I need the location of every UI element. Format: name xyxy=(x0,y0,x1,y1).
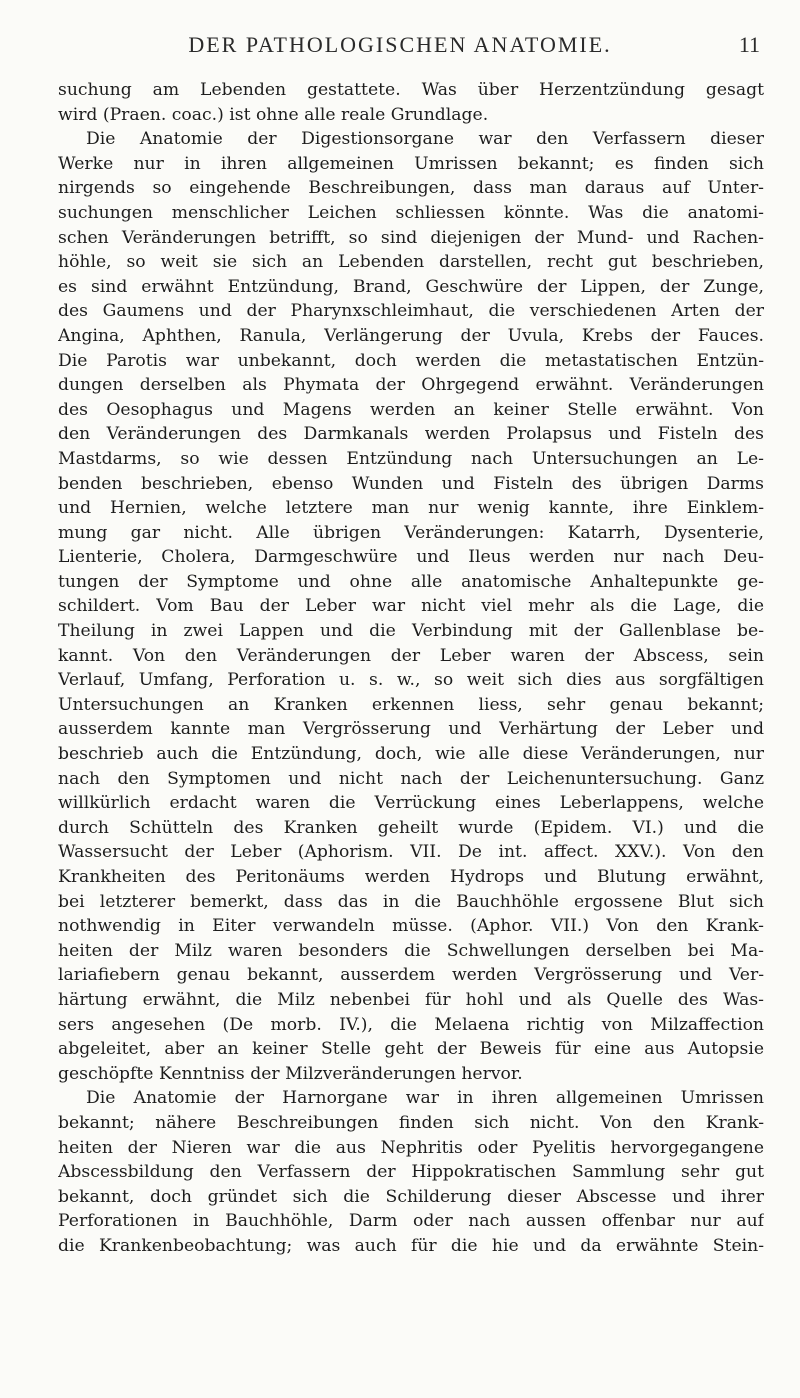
text-line: Perforationen in Bauchhöhle, Darm oder nach aussen offenbar nur auf xyxy=(58,1211,764,1232)
text-line: lariafiebern genau bekannt, ausserdem werden Vergrösserung und Ver- xyxy=(58,965,764,986)
text-line: Untersuchungen an Kranken erkennen liess, sehr genau bekannt; xyxy=(58,694,764,715)
text-line: Angina, Aphthen, Ranula, Verlängerung der Uvula, Krebs der Fauces. xyxy=(58,325,764,346)
text-line: beschrieb auch die Entzündung, doch, wie alle diese Veränderungen, nur xyxy=(58,744,764,765)
text-line: Lienterie, Cholera, Darmgeschwüre und Ileus werden nur nach Deu- xyxy=(58,547,764,568)
text-line: bekannt, doch gründet sich die Schilderung dieser Abscesse und ihrer xyxy=(58,1186,764,1207)
text-line: Abscessbildung den Verfassern der Hippokratischen Sammlung sehr gut xyxy=(58,1162,764,1183)
text-line: bei letzterer bemerkt, dass das in die Bauchhöhle ergossene Blut sich xyxy=(58,891,764,912)
text-line: Werke nur in ihren allgemeinen Umrissen bekannt; es finden sich xyxy=(58,153,764,174)
text-line: heiten der Nieren war die aus Nephritis oder Pyelitis hervorgegangene xyxy=(58,1137,764,1158)
text-line: des Oesophagus und Magens werden an keiner Stelle erwähnt. Von xyxy=(58,399,764,420)
text-line: höhle, so weit sie sich an Lebenden darstellen, recht gut beschrieben, xyxy=(58,252,764,273)
text-line: suchungen menschlicher Leichen schliessen könnte. Was die anatomi- xyxy=(58,202,764,223)
text-line: ausserdem kannte man Vergrösserung und Verhärtung der Leber und xyxy=(58,719,764,740)
text-line: Die Parotis war unbekannt, doch werden die metastatischen Entzün- xyxy=(58,350,764,371)
paragraph-first-line: Die Anatomie der Harnorgane war in ihren allgemeinen Umrissen xyxy=(86,1088,764,1109)
text-line: abgeleitet, aber an keiner Stelle geht der Beweis für eine aus Autopsie xyxy=(58,1039,764,1060)
page-number: 11 xyxy=(738,32,760,57)
text-line: suchung am Lebenden gestattete. Was über Herzentzündung gesagt xyxy=(58,80,764,100)
text-line: bekannt; nähere Beschreibungen finden sich nicht. Von den Krank- xyxy=(58,1112,764,1133)
text-line: die Krankenbeobachtung; was auch für die hie und da erwähnte Stein- xyxy=(58,1235,764,1256)
running-title: DER PATHOLOGISCHEN ANATOMIE. xyxy=(188,32,612,57)
text-line: nothwendig in Eiter verwandeln müsse. (Aphor. VII.) Von den Krank- xyxy=(58,916,764,937)
text-line: schildert. Vom Bau der Leber war nicht viel mehr als die Lage, die xyxy=(58,596,764,617)
text-line: schen Veränderungen betrifft, so sind diejenigen der Mund- und Rachen- xyxy=(58,227,764,248)
text-line: kannt. Von den Veränderungen der Leber waren der Abscess, sein xyxy=(58,645,764,666)
text-line: Mastdarms, so wie dessen Entzündung nach Untersuchungen an Le- xyxy=(58,448,764,469)
body-text xyxy=(58,78,764,1259)
text-line: Krankheiten des Peritonäums werden Hydrops und Blutung erwähnt, xyxy=(58,867,764,887)
text-line: dungen derselben als Phymata der Ohrgegend erwähnt. Veränderungen xyxy=(58,375,764,396)
text-line: Wassersucht der Leber (Aphorism. VII. De int. affect. XXV.). Von den xyxy=(58,842,764,863)
text-line: heiten der Milz waren besonders die Schwellungen derselben bei Ma- xyxy=(58,940,764,961)
text-line: willkürlich erdacht waren die Verrückung eines Leberlappens, welche xyxy=(58,793,764,814)
text-line: geschöpfte Kenntniss der Milzveränderungen hervor. xyxy=(58,1063,523,1084)
text-line: benden beschrieben, ebenso Wunden und Fisteln des übrigen Darms xyxy=(58,473,764,494)
text-line: härtung erwähnt, die Milz nebenbei für hohl und als Quelle des Was- xyxy=(58,989,764,1010)
text-line: nach den Symptomen und nicht nach der Leichenuntersuchung. Ganz xyxy=(58,768,764,789)
text-line: sers angesehen (De morb. IV.), die Melaena richtig von Milzaffection xyxy=(58,1014,764,1035)
page-header xyxy=(40,32,760,62)
text-line: nirgends so eingehende Beschreibungen, dass man daraus auf Unter- xyxy=(58,178,764,199)
text-line: wird (Praen. coac.) ist ohne alle reale Grundlage. xyxy=(58,104,489,125)
text-line: des Gaumens und der Pharynxschleimhaut, die verschiedenen Arten der xyxy=(58,301,764,322)
text-line: durch Schütteln des Kranken geheilt wurde (Epidem. VI.) und die xyxy=(58,817,764,838)
text-line: mung gar nicht. Alle übrigen Veränderungen: Katarrh, Dysenterie, xyxy=(58,522,764,543)
text-line: es sind erwähnt Entzündung, Brand, Geschwüre der Lippen, der Zunge, xyxy=(58,276,764,297)
paragraph-first-line: Die Anatomie der Digestionsorgane war den Verfassern dieser xyxy=(86,129,764,150)
text-line: Theilung in zwei Lappen und die Verbindung mit der Gallenblase be- xyxy=(58,621,764,642)
text-line: den Veränderungen des Darmkanals werden Prolapsus und Fisteln des xyxy=(58,424,764,445)
text-line: und Hernien, welche letztere man nur wenig kannte, ihre Einklem- xyxy=(58,498,764,519)
text-line: tungen der Symptome und ohne alle anatomische Anhaltepunkte ge- xyxy=(58,571,764,592)
text-line: Verlauf, Umfang, Perforation u. s. w., so weit sich dies aus sorgfältigen xyxy=(58,670,764,691)
